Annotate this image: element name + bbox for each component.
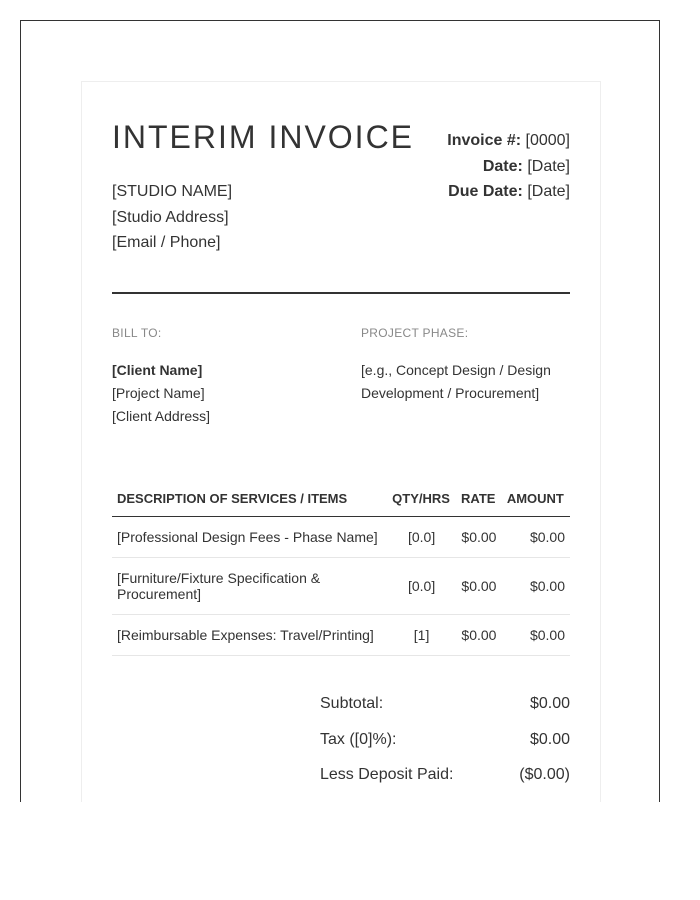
- item-rate: $0.00: [456, 558, 502, 615]
- due-date-label: Due Date:: [448, 183, 523, 200]
- project-phase-line-2: Development / Procurement]: [361, 385, 540, 401]
- item-amount: $0.00: [502, 558, 570, 615]
- item-description-line-2: Procurement]: [117, 586, 202, 602]
- invoice-number-value: [0000]: [525, 132, 570, 149]
- header-divider: [112, 292, 570, 294]
- invoice-number: [447, 131, 570, 151]
- item-description: [Reimbursable Expenses: Travel/Printing]: [112, 615, 387, 656]
- bill-to-label: BILL TO:: [112, 326, 162, 340]
- table-header-row: [112, 480, 570, 517]
- item-amount: $0.00: [502, 615, 570, 656]
- tax-label: Tax ([0]%):: [320, 731, 397, 748]
- due-date-value: [Date]: [527, 183, 570, 200]
- item-rate: $0.00: [456, 517, 502, 558]
- item-description: [112, 558, 387, 615]
- invoice-date-value: [Date]: [527, 158, 570, 175]
- table-row: [112, 517, 570, 558]
- item-description: [Professional Design Fees - Phase Name]: [112, 517, 387, 558]
- item-qty: [1]: [387, 615, 456, 656]
- client-name: [Client Name]: [112, 362, 203, 378]
- client-address: [Client Address]: [112, 408, 211, 424]
- studio-contact: [Email / Phone]: [112, 234, 221, 251]
- item-qty: [0.0]: [387, 517, 456, 558]
- line-items-table: [112, 480, 570, 656]
- deposit-value: ($0.00): [519, 766, 570, 783]
- item-description-line-1: [Furniture/Fixture Specification &: [117, 570, 321, 586]
- project-phase-label: PROJECT PHASE:: [361, 326, 469, 340]
- item-rate: $0.00: [456, 615, 502, 656]
- invoice-title: INTERIM INVOICE: [112, 119, 415, 155]
- studio-name: [STUDIO NAME]: [112, 183, 233, 200]
- deposit-label: Less Deposit Paid:: [320, 766, 454, 783]
- header-amount: AMOUNT: [502, 480, 570, 517]
- header-rate: RATE: [456, 480, 502, 517]
- studio-address: [Studio Address]: [112, 209, 229, 226]
- item-qty: [0.0]: [387, 558, 456, 615]
- invoice-date-label: Date:: [482, 158, 523, 175]
- table-row: [112, 615, 570, 656]
- tax-value: $0.00: [529, 731, 570, 748]
- item-amount: $0.00: [502, 517, 570, 558]
- invoice-date: [483, 157, 570, 177]
- header-description: DESCRIPTION OF SERVICES / ITEMS: [112, 480, 387, 517]
- project-name: [Project Name]: [112, 385, 205, 401]
- invoice-number-label: Invoice #:: [447, 132, 522, 149]
- project-phase-line-1: [e.g., Concept Design / Design: [361, 362, 551, 378]
- header-qty: QTY/HRS: [387, 480, 456, 517]
- due-date: [448, 182, 570, 202]
- table-row: [112, 558, 570, 615]
- subtotal-value: $0.00: [529, 695, 570, 712]
- subtotal-label: Subtotal:: [320, 695, 384, 712]
